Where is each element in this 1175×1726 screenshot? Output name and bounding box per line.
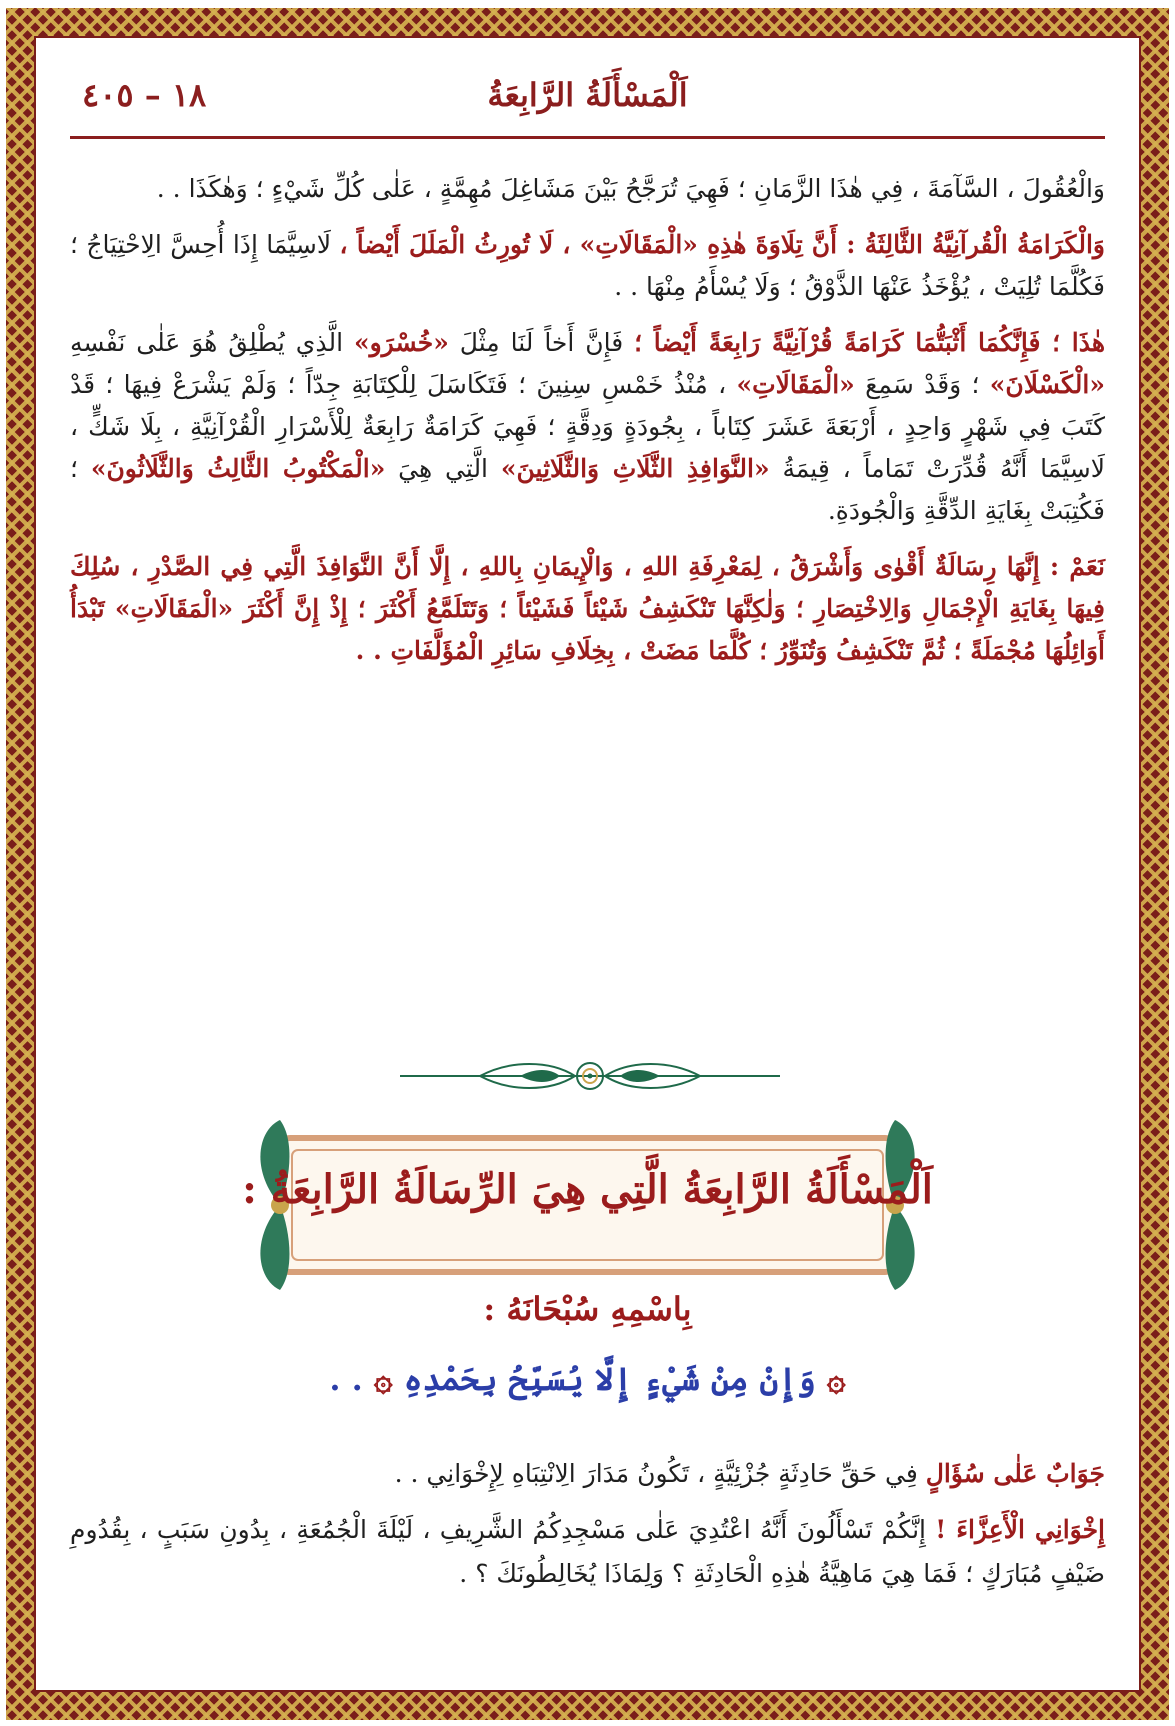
name-khusraw: «خُسْرَو» [353, 328, 449, 357]
section-title-scroll [240, 1110, 935, 1300]
verse-ornament-close: ۞ [373, 1360, 393, 1398]
paragraph-4-text: نَعَمْ : إِنَّهَا رِسَالَةٌ أَقْوٰى وَأَشْرَقُ ، لِمَعْرِفَةِ اللهِ ، وَالْإِيمَانِ بِاللهِ ، إِلَّا أَنَّ النَّوَافِذَ الَّتِي فِي الصَّدْرِ ، سُلِكَ فِيهَا بِغَايَةِ الْإِجْمَالِ وَالِاخْتِصَارِ ؛ وَلٰكِنَّهَا تَنْكَشِفُ شَيْئاً فَشَيْئاً ؛ وَتَتَلَمَّعُ أَكْثَرَ ؛ إِذْ إِنَّ أَكْثَرَ «الْمَقَالَاتِ» تَبْدَأُ أَوَائِلُهَا مُجْمَلَةً ؛ ثُمَّ تَنْكَشِفُ وَتُنَوِّرُ ؛ كُلَّمَا مَضَتْ ، بِخِلَافِ سَائِرِ الْمُؤَلَّفَاتِ . . [70, 552, 1105, 665]
running-title: اَلْمَسْأَلَةُ الرَّابِعَةُ [487, 76, 688, 114]
answer-paragraph-2 [70, 1508, 1105, 1596]
term-maqalat: «الْمَقَالَاتِ» [736, 370, 855, 399]
verse-ornament-open: ۞ [826, 1360, 846, 1398]
paragraph-3-part-2: الَّذِي يُطْلِقُ هُوَ عَلٰى نَفْسِهِ [70, 328, 354, 357]
answer-text [70, 1452, 1105, 1608]
paragraph-1 [70, 168, 1105, 210]
verse-dots: . . [329, 1360, 363, 1398]
verse-text: وَإِنْ مِنْ شَيْءٍ إِلَّا يُسَبِّحُ بِحَمْدِهِ [403, 1360, 816, 1398]
answer-paragraph-1-text: فِي حَقِّ حَادِثَةٍ جُزْئِيَّةٍ ، تَكُونُ مَدَارَ الِانْتِبَاهِ لِإِخْوَانِي . . [394, 1459, 926, 1488]
basmala: بِاسْمِهِ سُبْحَانَهُ : [483, 1290, 692, 1328]
paragraph-3-part-4: ، مُنْذُ خَمْسِ سِنِينَ ؛ فَتَكَاسَلَ لِلْكِتَابَةِ جِدّاً ؛ وَلَمْ يَشْرَعْ فِيهَا ؛ قَدْ كَتَبَ فِي شَهْرٍ وَاحِدٍ ، أَرْبَعَةَ عَشَرَ كِتَاباً ، بِجُودَةٍ وَدِقَّةٍ ؛ فَهِيَ كَرَامَةٌ رَابِعَةٌ لِلْأَسْرَارِ الْقُرْآنِيَّةِ ، بِلَا شَكٍّ ، لَاسِيَّمَا أَنَّهُ قُدِّرَتْ تَمَاماً ، قِيمَةُ [70, 370, 1105, 483]
name-kaslan: «الْكَسْلَانَ» [989, 370, 1105, 399]
main-text [70, 168, 1105, 686]
term-maktub: «الْمَكْتُوبُ الثَّالِثُ وَالثَّلَاثُونَ» [90, 454, 386, 483]
third-miracle-heading: وَالْكَرَامَةُ الْقُرآنِيَّةُ الثَّالِثَةُ : أَنَّ تِلَاوَةَ هٰذِهِ «الْمَقَالَاتِ» ، لَا تُورِثُ الْمَلَلَ أَيْضاً ، [339, 230, 1105, 259]
salutation: إِخْوَانِي الْأَعِزَّاءَ ! [935, 1515, 1105, 1544]
fourth-miracle-heading: هٰذَا ؛ فَإِنَّكُمَا أَثْبَتُّمَا كَرَامَةً قُرْآنِيَّةً رَابِعَةً أَيْضاً ؛ [634, 328, 1105, 357]
answer-heading: جَوَابٌ عَلٰى سُؤَالٍ [925, 1459, 1105, 1488]
paragraph-3-part-1: فَإِنَّ أَخاً لَنَا مِثْلَ [448, 328, 635, 357]
page-header [70, 66, 1105, 139]
paragraph-3-end: ؛ فَكُتِبَتْ بِغَايَةِ الدِّقَّةِ وَالْجُودَةِ. [70, 454, 1105, 525]
paragraph-1-text: وَالْعُقُولَ ، السَّآمَةَ ، فِي هٰذَا الزَّمَانِ ؛ فَهِيَ تُرَجَّحُ بَيْنَ مَشَاغِلَ مُهِمَّةٍ ، عَلٰى كُلِّ شَيْءٍ ؛ وَهٰكَذَا . . [156, 174, 1105, 203]
paragraph-3 [70, 322, 1105, 532]
ornamental-divider [400, 1056, 780, 1096]
answer-paragraph-1 [70, 1452, 1105, 1496]
term-nawafidh: «النَّوَافِذِ الثَّلَاثِ وَالثَّلَاثِينَ» [500, 454, 770, 483]
section-title: اَلْمَسْأَلَةُ الرَّابِعَةُ الَّتِي هِيَ الرِّسَالَةُ الرَّابِعَةُ : [242, 1166, 933, 1213]
quran-verse [70, 1360, 1105, 1398]
paragraph-2 [70, 224, 1105, 308]
paragraph-3-part-5: الَّتِي هِيَ [385, 454, 501, 483]
answer-paragraph-2-text: إِنَّكُمْ تَسْأَلُونَ أَنَّهُ اعْتُدِيَ عَلٰى مَسْجِدِكُمُ الشَّرِيفِ ، لَيْلَةَ الْجُمُعَةِ ، بِدُونِ سَبَبٍ ، بِقُدُومِ ضَيْفٍ مُبَارَكٍ ؛ فَمَا هِيَ مَاهِيَّةُ هٰذِهِ الْحَادِثَةِ ؟ وَلِمَاذَا يُخَالِطُونَكَ ؟ . [70, 1515, 1105, 1588]
paragraph-3-part-3: ؛ وَقَدْ سَمِعَ [854, 370, 990, 399]
paragraph-2-text: لَاسِيَّمَا إِذَا أُحِسَّ الِاحْتِيَاجُ ؛ فَكُلَّمَا تُلِيَتْ ، يُؤْخَذُ عَنْهَا الذَّوْقُ ؛ وَلَا يُسْأَمُ مِنْهَا . . [70, 230, 1105, 301]
page-number: ١٨ – ٤٠٥ [82, 76, 207, 114]
paragraph-4 [70, 546, 1105, 672]
